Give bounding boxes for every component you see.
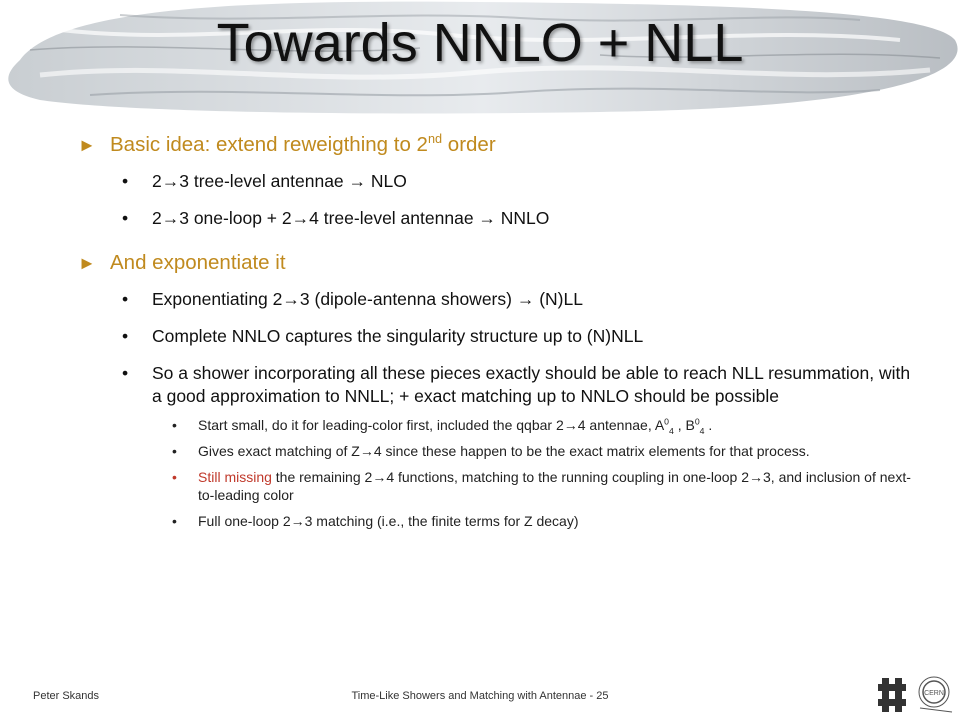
bullet-marker: • — [122, 326, 129, 346]
text-part: 4 functions, matching to the running coupling in one-loop 2 — [386, 469, 749, 485]
sub-bullet — [78, 325, 918, 348]
text-part: 4 since these happen to be the exact matrix elements for that process. — [373, 443, 810, 459]
superscript: nd — [427, 131, 443, 147]
footer-author: Peter Skands — [33, 690, 100, 702]
cern-logo — [919, 677, 952, 712]
text-part: 2 — [152, 208, 162, 228]
text-part: 3 tree-level antennae — [179, 171, 349, 191]
subscript: 4 — [669, 425, 674, 436]
text-part: 3 (dipole-antenna showers) — [299, 289, 517, 309]
arrow-icon: → — [516, 289, 535, 309]
arrow-icon: → — [478, 208, 496, 228]
text-part: (N)LL — [534, 289, 583, 309]
bullet-marker: • — [172, 469, 177, 485]
main-bullet-exponentiate — [78, 250, 918, 276]
bullet-marker: • — [172, 513, 177, 529]
bullet-text: And exponentiate it — [110, 251, 286, 274]
text-part: NLO — [366, 171, 407, 191]
arrow-icon: → — [291, 208, 310, 228]
bullet-marker: • — [172, 443, 177, 459]
arrow-icon: → — [348, 171, 367, 191]
text-part: Gives exact matching of Z — [198, 443, 360, 459]
arrow-icon: → — [161, 208, 180, 228]
arrow-icon: → — [372, 469, 387, 485]
svg-text:CERN: CERN — [924, 690, 944, 697]
bullet-marker: • — [122, 289, 129, 309]
text-part: , B — [673, 417, 695, 433]
sub-bullet — [78, 362, 918, 408]
sub-bullet — [78, 207, 918, 230]
logos — [872, 668, 956, 718]
highlight-text: Still missing — [198, 469, 272, 485]
subscript: 4 — [699, 425, 705, 436]
slide-title: Towards NNLO + NLL — [216, 13, 744, 73]
text-part: 2 — [152, 171, 162, 191]
text-part: . — [704, 417, 713, 433]
superscript: 0 — [694, 416, 700, 427]
sub-sub-bullet — [78, 468, 918, 504]
arrow-icon: → — [282, 289, 300, 309]
text-part: 3, and inclusion of next-to-leading color — [198, 469, 911, 503]
footer-title: Time-Like Showers and Matching with Antennae - 25 — [351, 690, 609, 702]
text-part: 3 one-loop + 2 — [179, 208, 292, 228]
bullet-marker: • — [122, 363, 129, 383]
bullet-text: order — [442, 133, 496, 156]
sub-bullet — [78, 170, 918, 193]
arrow-icon: → — [359, 443, 374, 459]
text-part: Full one-loop 2 — [198, 513, 291, 529]
slide-body — [78, 128, 918, 530]
text-part: 4 tree-level antennae — [309, 208, 479, 228]
text-part: 3 matching (i.e., the finite terms for Z decay) — [304, 513, 579, 529]
arrow-icon: → — [563, 417, 578, 433]
text-part: the remaining 2 — [271, 469, 373, 485]
sub-sub-bullet — [78, 442, 918, 460]
sub-sub-bullet — [78, 512, 918, 530]
bullet-text: Basic idea: extend reweigthing to 2 — [110, 133, 428, 156]
text-part: Start small, do it for leading-color first, included the qqbar 2 — [198, 417, 564, 433]
bullet-marker: • — [122, 171, 129, 191]
text-part: Complete NNLO captures the singularity structure up to (N)NLL — [152, 326, 644, 346]
text-part: NNLO — [495, 208, 550, 228]
sub-sub-bullet — [78, 416, 918, 434]
text-part: Exponentiating 2 — [152, 289, 283, 309]
main-bullet-basic-idea — [78, 132, 918, 158]
bullet-marker: • — [122, 208, 129, 228]
bullet-marker: ► — [78, 135, 96, 155]
fermilab-logo — [878, 678, 906, 712]
text-part: 4 antennae, A — [577, 417, 665, 433]
arrow-icon: → — [290, 513, 305, 529]
bullet-marker: • — [172, 417, 177, 433]
superscript: 0 — [664, 416, 669, 427]
text-part: So a shower incorporating all these pieces exactly should be able to reach NLL resummation, with a good approximation to NNLL; + exact matching up to NNLO should be possible — [152, 363, 911, 406]
sub-bullet — [78, 288, 918, 311]
arrow-icon: → — [749, 469, 763, 485]
bullet-marker: ► — [78, 253, 96, 273]
arrow-icon: → — [161, 171, 180, 191]
